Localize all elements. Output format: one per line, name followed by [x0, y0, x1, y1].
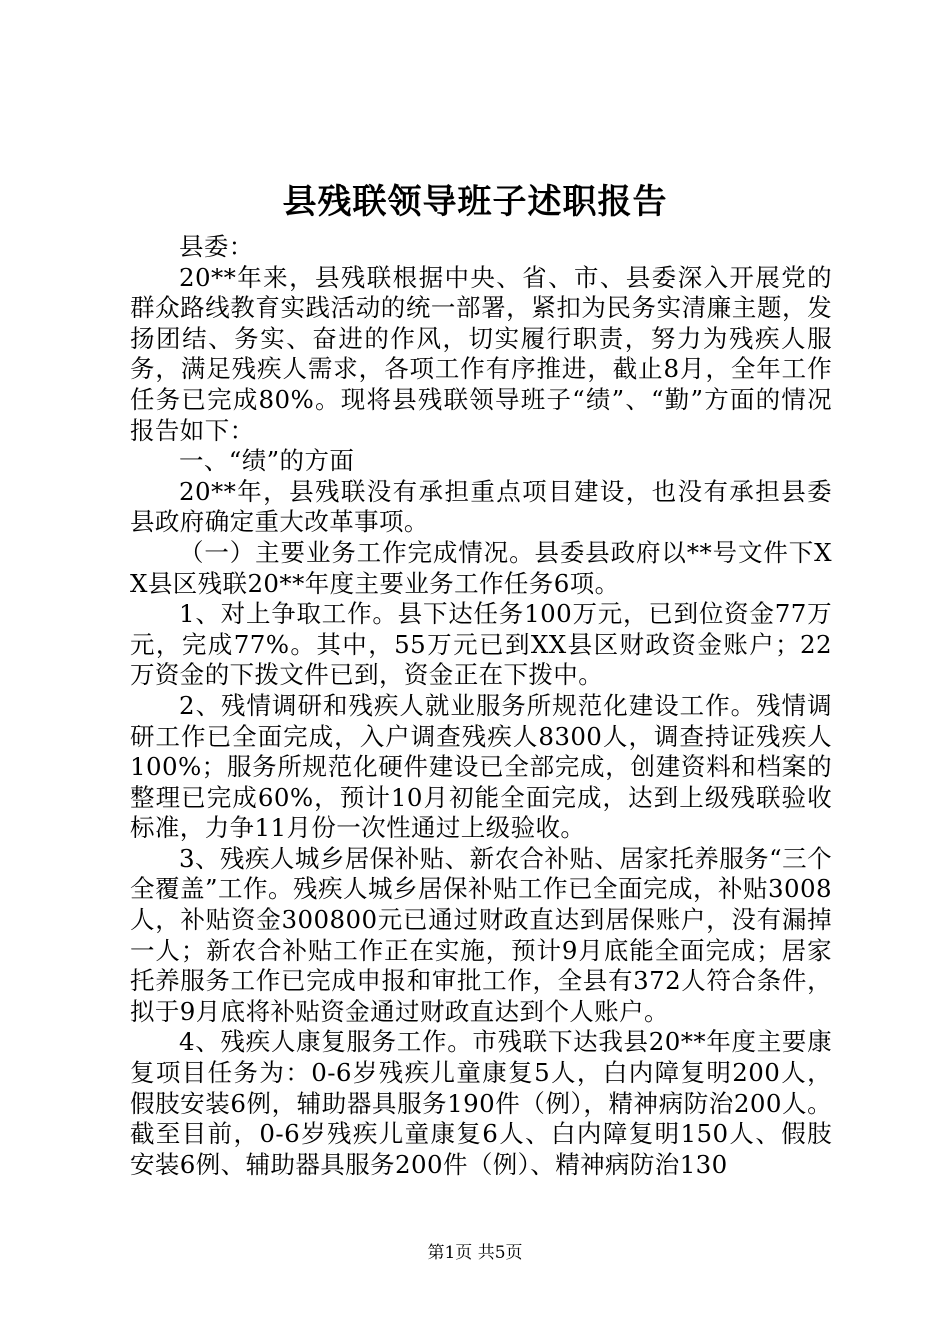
paragraph-intro: 20**年来，县残联根据中央、省、市、县委深入开展党的群众路线教育实践活动的统一部署，紧扣为民务实清廉主题，发扬团结、务实、奋进的作风，切实履行职责，努力为残疾人服务，满足残疾人需求，各项工作有序推进，截止8月，全年工作任务已完成80%。现将县残联领导班子“绩”、“勤”方面的情况报告如下：: [130, 262, 832, 445]
paragraph-item-3: 3、残疾人城乡居保补贴、新农合补贴、居家托养服务“三个全覆盖”工作。残疾人城乡居保补贴工作已全面完成，补贴3008人，补贴资金300800元已通过财政直达到居保账户，没有漏掉一人；新农合补贴工作正在实施，预计9月底能全面完成；居家托养服务工作已完成申报和审批工作，全县有372人符合条件，拟于9月底将补贴资金通过财政直达到个人账户。: [130, 843, 832, 1026]
document-title: 县残联领导班子述职报告: [282, 182, 668, 222]
paragraph: 20**年，县残联没有承担重点项目建设，也没有承担县委县政府确定重大改革事项。: [130, 476, 832, 537]
paragraph-item-1: 1、对上争取工作。县下达任务100万元，已到位资金77万元，完成77%。其中，55万元已到XX县区财政资金账户；22万资金的下拨文件已到，资金正在下拨中。: [130, 599, 832, 690]
section-heading: 一、“绩”的方面: [179, 446, 355, 476]
salutation: 县委：: [179, 232, 254, 261]
page-number: 第1页 共5页: [427, 1243, 523, 1263]
subsection-heading: （一）主要业务工作完成情况。县委县政府以**号文件下XX县区残联20**年度主要业务工作任务6项。: [130, 537, 832, 598]
paragraph-item-2: 2、残情调研和残疾人就业服务所规范化建设工作。残情调研工作已全面完成，入户调查残疾人8300人，调查持证残疾人100%；服务所规范化硬件建设已全部完成，创建资料和档案的整理已完成60%，预计10月初能全面完成，达到上级残联验收标准，力争11月份一次性通过上级验收。: [130, 690, 832, 843]
document-body: [130, 232, 832, 1180]
paragraph-item-4: 4、残疾人康复服务工作。市残联下达我县20**年度主要康复项目任务为：0-6岁残疾儿童康复5人，白内障复明200人，假肢安装6例，辅助器具服务190件（例），精神病防治200人。截至目前，0-6岁残疾儿童康复6人、白内障复明150人、假肢安装6例、辅助器具服务200件（例）、精神病防治130: [130, 1027, 832, 1179]
